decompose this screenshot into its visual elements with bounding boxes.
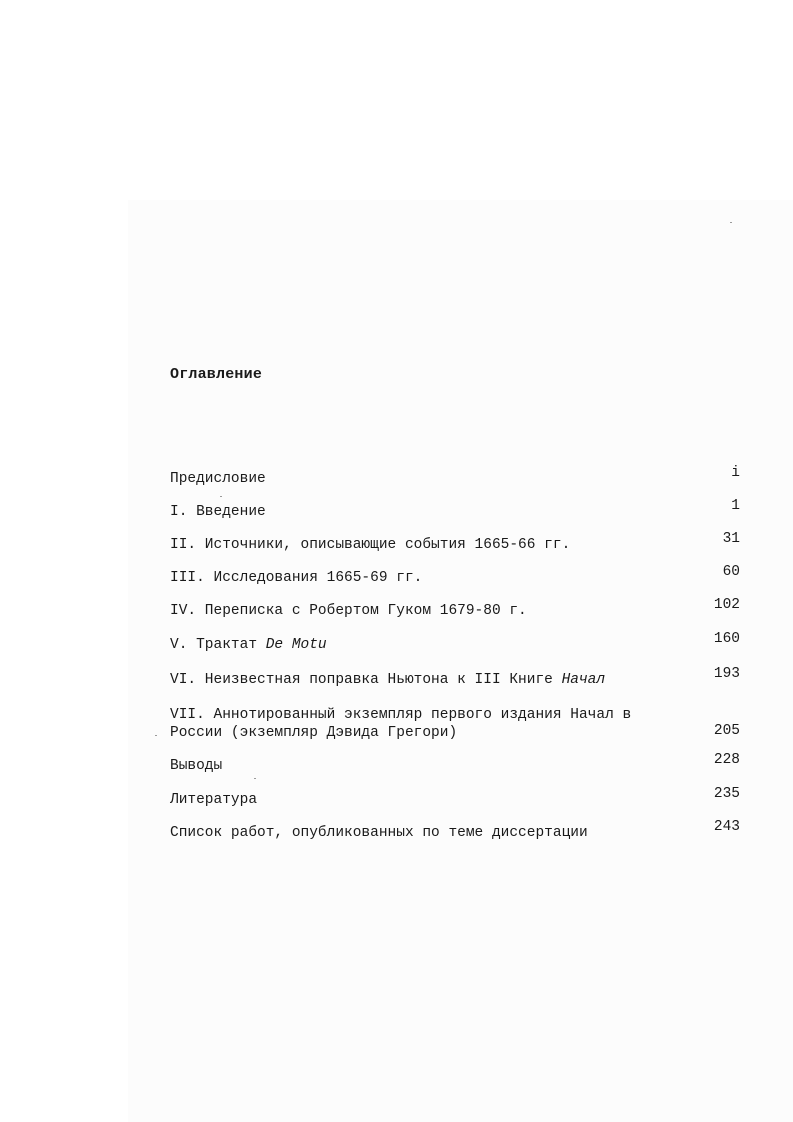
toc-entry-title-text: V. Трактат xyxy=(170,637,266,653)
toc-entry-page: 31 xyxy=(722,531,740,547)
toc-entry-title xyxy=(170,636,690,654)
toc-entry-title-text: Выводы xyxy=(170,758,223,774)
toc-entry-title-text: Литература xyxy=(170,792,258,808)
toc-entry-title-text: VI. Неизвестная поправка Ньютона к III Книге xyxy=(170,672,562,688)
toc-entry-title xyxy=(170,791,690,809)
scan-speck xyxy=(254,778,256,779)
toc-entry-title xyxy=(170,824,690,842)
toc-entry-title xyxy=(170,706,690,742)
toc-entry-title-text: III. Исследования 1665-69 гг. xyxy=(170,570,423,586)
toc-entry-title-text: II. Источники, описывающие события 1665-66 гг. xyxy=(170,537,571,553)
scan-speck xyxy=(730,222,732,223)
scan-speck xyxy=(155,735,157,736)
toc-entry-title-text: VII. Аннотированный экземпляр первого издания Начал в России (экземпляр Дэвида Грегори) xyxy=(170,707,640,741)
toc-entry-page: i xyxy=(731,465,740,481)
toc-entry-title xyxy=(170,503,690,521)
scan-speck xyxy=(220,496,222,497)
toc-entry-title xyxy=(170,536,690,554)
toc-entry-page: 102 xyxy=(713,597,740,613)
toc-entry-title-text: I. Введение xyxy=(170,504,266,520)
toc-entry-title-italic: Начал xyxy=(561,672,606,688)
toc-entry-page: 60 xyxy=(722,564,740,580)
toc-entry-page: 243 xyxy=(713,819,740,835)
toc-entry-page: 205 xyxy=(713,723,740,739)
toc-entry-title xyxy=(170,569,690,587)
toc-entry-title-text: IV. Переписка с Робертом Гуком 1679-80 г. xyxy=(170,603,527,619)
toc-entry-page: 228 xyxy=(713,752,740,768)
toc-heading: Оглавление xyxy=(170,366,263,383)
toc-entry-page: 160 xyxy=(713,631,740,647)
toc-entry-title xyxy=(170,757,690,775)
toc-entry-page: 235 xyxy=(713,786,740,802)
toc-entry-title xyxy=(170,671,690,689)
toc-entry-title-text: Предисловие xyxy=(170,471,266,487)
toc-entry-page: 193 xyxy=(713,666,740,682)
toc-entry-page: 1 xyxy=(731,498,740,514)
toc-entry-title-italic: De Motu xyxy=(265,637,327,653)
toc-entry-title xyxy=(170,602,690,620)
scanned-page-area xyxy=(128,200,793,1122)
toc-entry-title-text: Список работ, опубликованных по теме диссертации xyxy=(170,825,588,841)
toc-entry-title xyxy=(170,470,690,488)
